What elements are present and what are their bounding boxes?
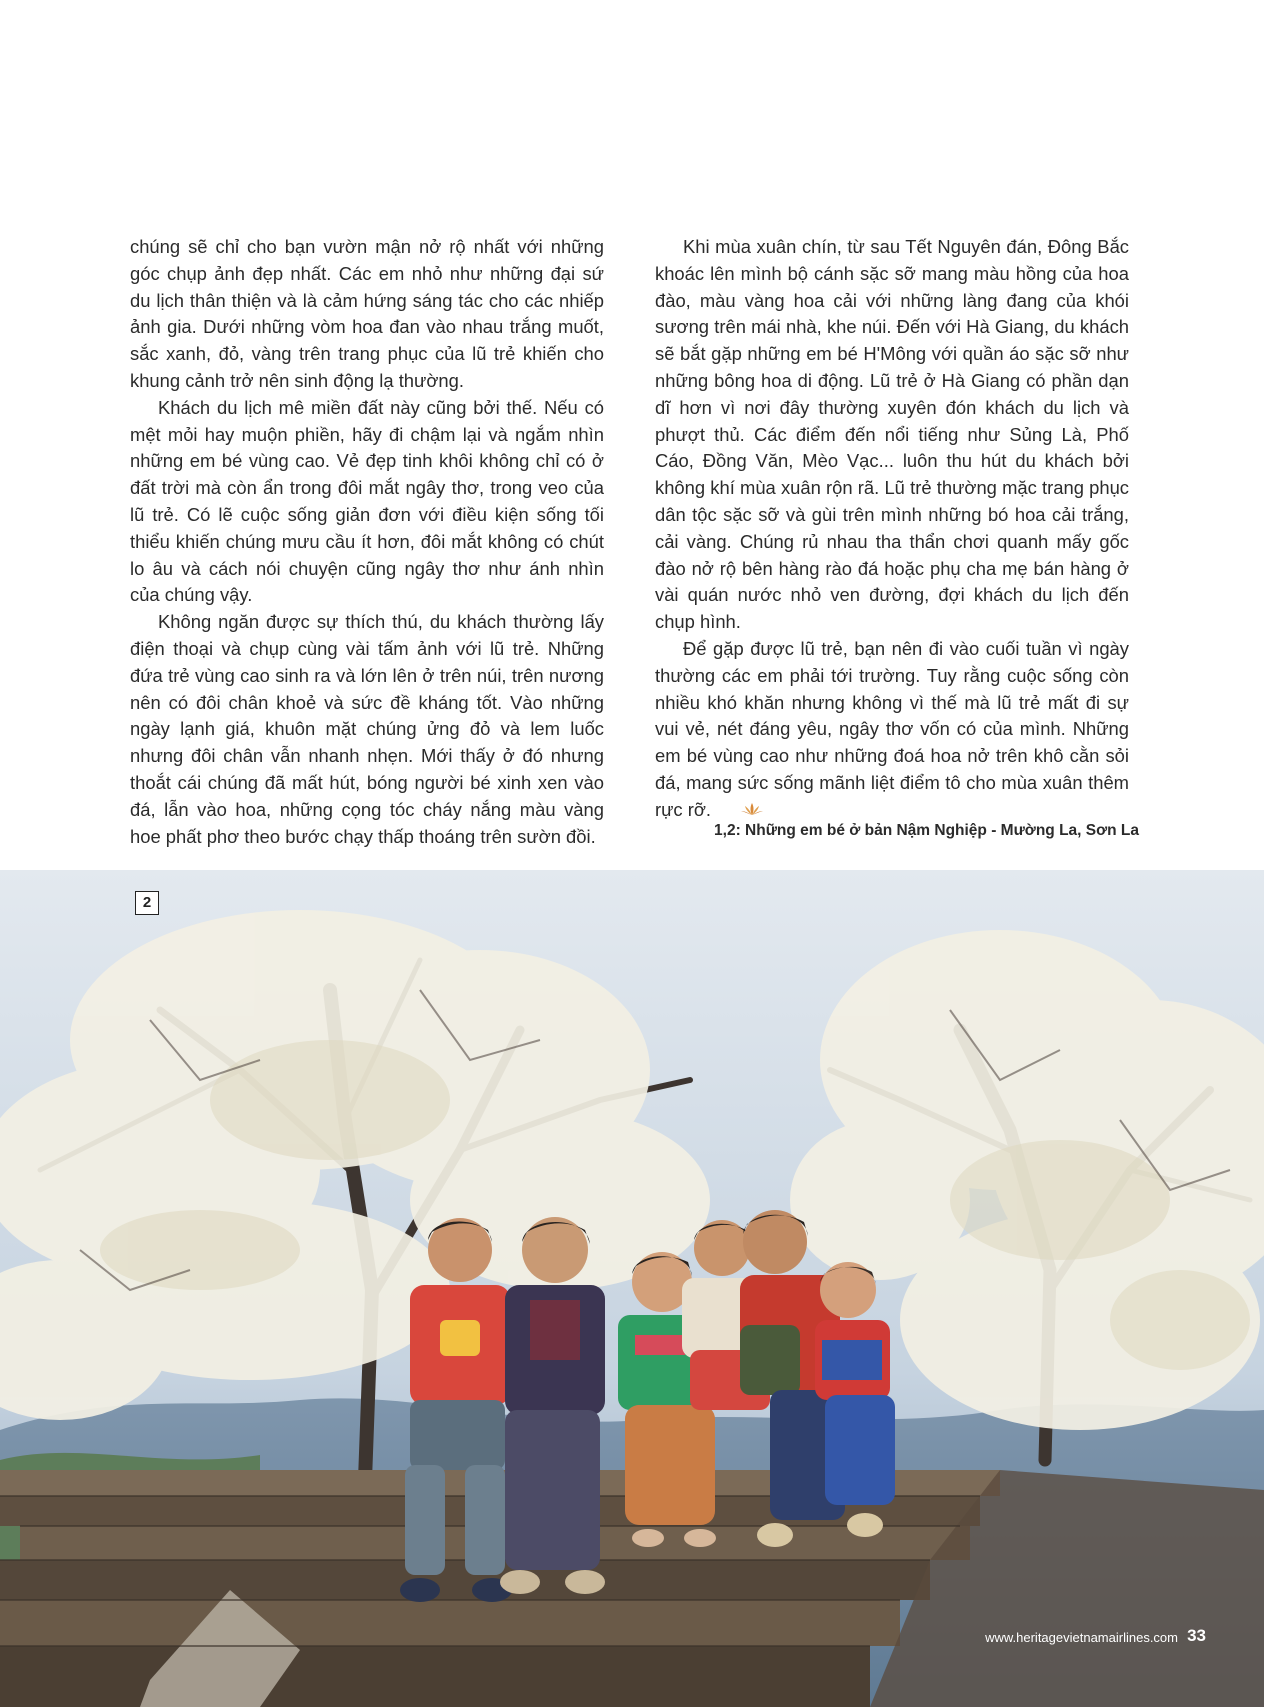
paragraph: Không ngăn được sự thích thú, du khách thường lấy điện thoại và chụp cùng vài tấm ảnh với lũ trẻ. Những đứa trẻ vùng cao sinh ra và lớn lên ở trên núi, trên nương nên có đôi chân khoẻ và sức đề kháng tốt. Vào những ngày lạnh giá, khuôn mặt chúng ửng đỏ và lem luốc nhưng đôi chân vẫn nhanh nhẹn. Mới thấy ở đó nhưng thoắt cái chúng đã mất hút, bóng người bé xinh xen vào đá, lẫn vào hoa, những cọng tóc cháy nắng màu vàng hoe phất phơ theo bước chạy thấp thoáng trên sườn đồi. (130, 611, 604, 847)
paragraph: chúng sẽ chỉ cho bạn vườn mận nở rộ nhất với những góc chụp ảnh đẹp nhất. Các em nhỏ như những đại sứ du lịch thân thiện và là cảm hứng sáng tác cho các nhiếp ảnh gia. Dưới những vòm hoa đan vào nhau trắng muốt, sắc xanh, đỏ, vàng trên trang phục của lũ trẻ khiến cho khung cảnh trở nên sinh động lạ thường. (130, 236, 604, 391)
photo-number-badge: 2 (135, 891, 159, 915)
article-column-right (655, 234, 1129, 824)
page-number: 33 (1187, 1626, 1206, 1645)
article-column-left (130, 234, 604, 850)
paragraph-text: Để gặp được lũ trẻ, bạn nên đi vào cuối tuần vì ngày thường các em phải tới trường. Tuy rằng cuộc sống còn nhiều khó khăn nhưng không vì thế mà lũ trẻ mất đi sự vui vẻ, nét đáng yêu, ngây thơ vốn có của mình. Những em bé vùng cao như những đoá hoa nở trên khô cằn sỏi đá, mang sức sống mãnh liệt điểm tô cho mùa xuân thêm rực rỡ. (655, 637, 1129, 820)
paragraph: Khách du lịch mê miền đất này cũng bởi thế. Nếu có mệt mỏi hay muộn phiền, hãy đi chậm lại và ngắm nhìn những em bé vùng cao. Vẻ đẹp tinh khôi không chỉ có ở đất trời mà còn ẩn trong đôi mắt ngây thơ, trong veo của lũ trẻ. Có lẽ cuộc sống giản đơn với điều kiện sống tối thiểu khiến chúng mưu cầu ít hơn, đôi mắt không có chút lo âu và cách nói chuyện cũng ngây thơ như ánh nhìn của chúng vậy. (130, 396, 604, 606)
photo-children-under-plum-trees (0, 870, 1264, 1707)
lotus-icon (713, 797, 763, 824)
paragraph (655, 636, 1129, 824)
paragraph: Khi mùa xuân chín, từ sau Tết Nguyên đán, Đông Bắc khoác lên mình bộ cánh sặc sỡ mang màu hồng của hoa đào, màu vàng hoa cải với những làng đang của khói sương trên mái nhà, khe núi. Đến với Hà Giang, du khách sẽ bắt gặp những em bé H'Mông với quần áo sặc sỡ như những bông hoa di động. Lũ trẻ ở Hà Giang có phần dạn dĩ hơn vì nơi đây thường xuyên đón khách du lịch và phượt thủ. Các điểm đến nổi tiếng như Sủng Là, Phố Cáo, Đồng Văn, Mèo Vạc... luôn thu hút du khách bởi không khí mùa xuân rộn rã. Lũ trẻ thường mặc trang phục dân tộc sặc sỡ và gùi trên mình những bó hoa cải trắng, cải vàng. Chúng rủ nhau tha thẩn chơi quanh mấy gốc đào nở rộ bên hàng rào đá hoặc phụ cha mẹ bán hàng ở vài quán nước nhỏ ven đường, đợi khách du lịch đến chụp hình. (655, 236, 1129, 633)
footer-url: www.heritagevietnamairlines.com (985, 1630, 1178, 1645)
photo-caption: 1,2: Những em bé ở bản Nậm Nghiệp - Mường La, Sơn La (714, 822, 1139, 839)
